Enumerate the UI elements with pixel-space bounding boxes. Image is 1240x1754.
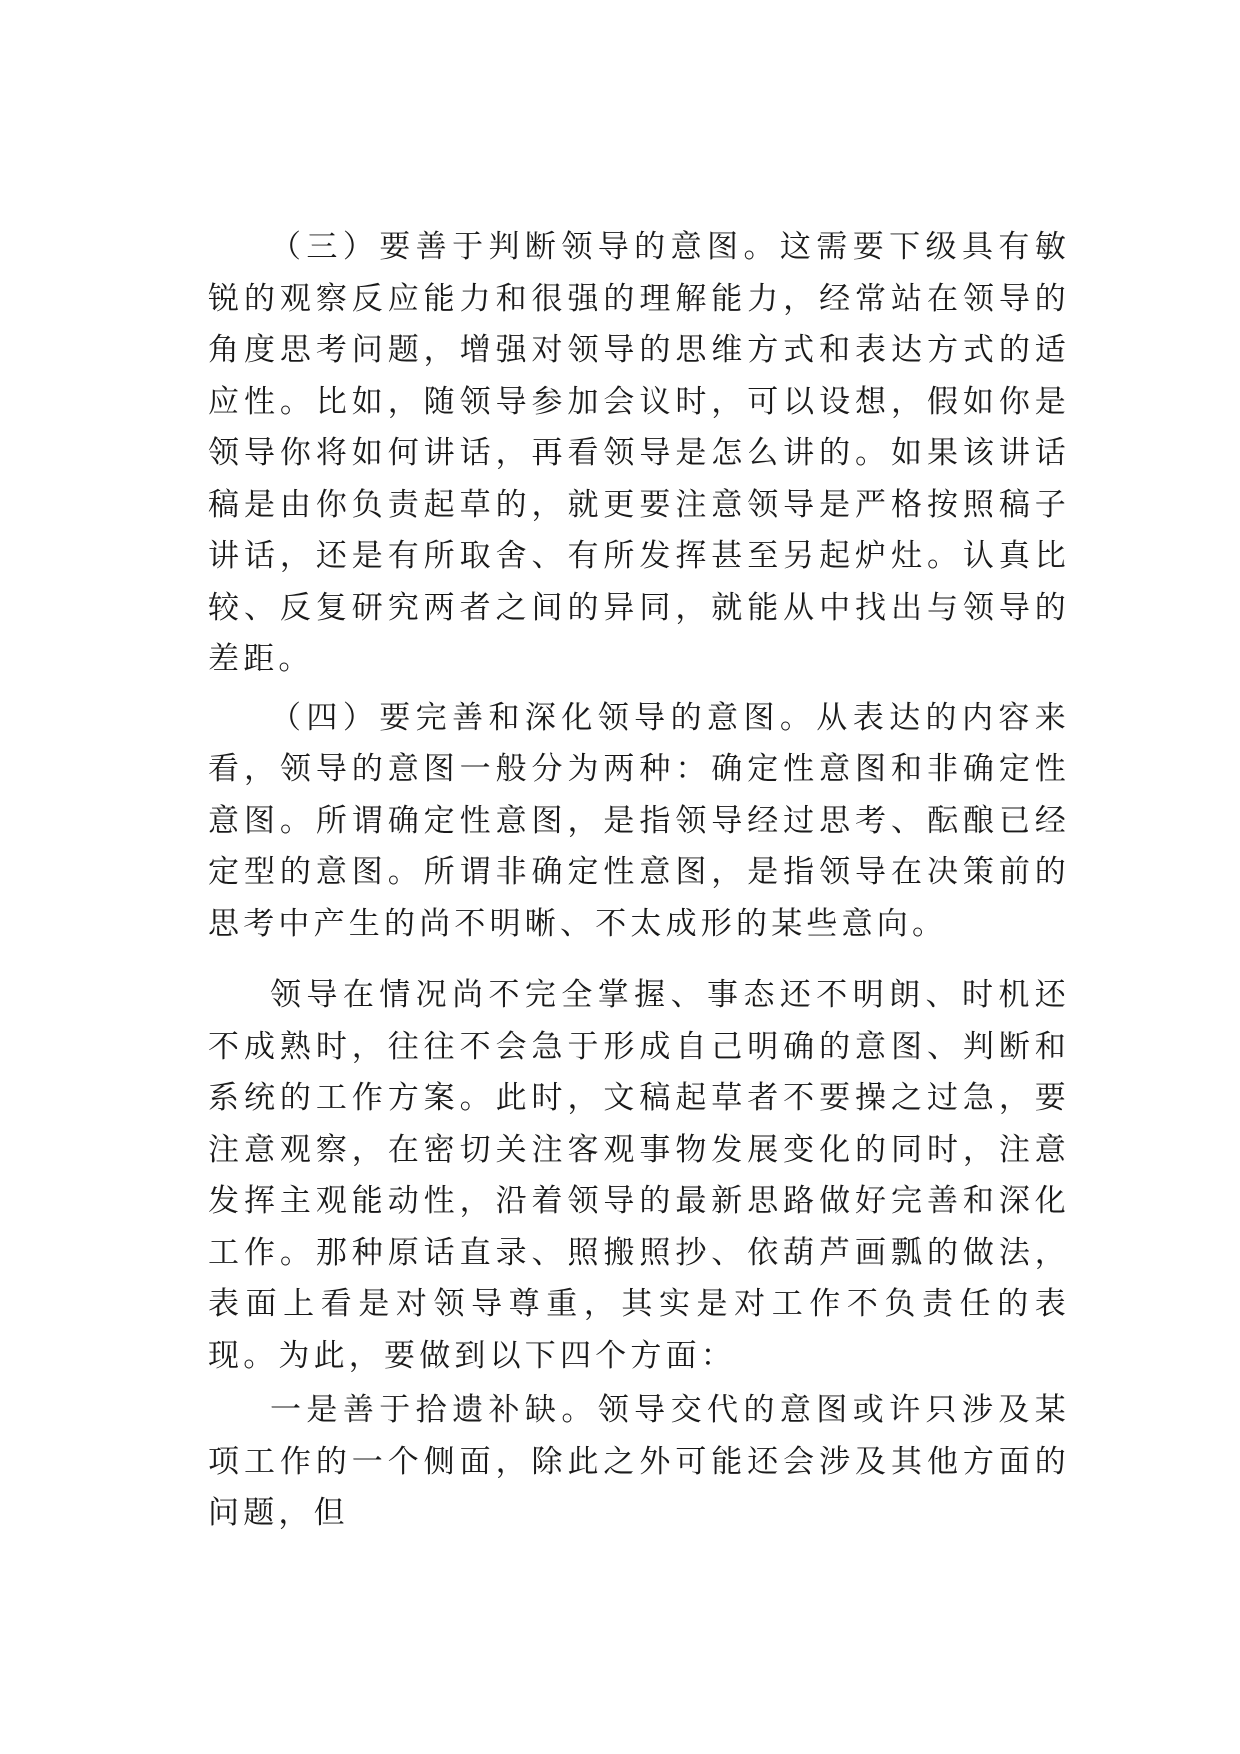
paragraph-refine-intent: （四）要完善和深化领导的意图。从表达的内容来看，领导的意图一般分为两种：确定性意图和非确定性意图。所谓确定性意图，是指领导经过思考、酝酿已经定型的意图。所谓非确定性意图，是指领导在决策前的思考中产生的尚不明晰、不太成形的某些意向。	[208, 699, 1070, 942]
paragraph-uncertain-situation: 领导在情况尚不完全掌握、事态还不明朗、时机还不成熟时，往往不会急于形成自己明确的意图、判断和系统的工作方案。此时，文稿起草者不要操之过急，要注意观察，在密切关注客观事物发展变化的同时，注意发挥主观能动性，沿着领导的最新思路做好完善和深化工作。那种原话直录、照搬照抄、依葫芦画瓢的做法，表面上看是对领导尊重，其实是对工作不负责任的表现。为此，要做到以下四个方面：	[208, 977, 1070, 1374]
paragraph-fill-gaps: 一是善于拾遗补缺。领导交代的意图或许只涉及某项工作的一个侧面，除此之外可能还会涉及其他方面的问题，但	[208, 1392, 1070, 1531]
paragraph-judge-intent: （三）要善于判断领导的意图。这需要下级具有敏锐的观察反应能力和很强的理解能力，经常站在领导的角度思考问题，增强对领导的思维方式和表达方式的适应性。比如，随领导参加会议时，可以设想，假如你是领导你将如何讲话，再看领导是怎么讲的。如果该讲话稿是由你负责起草的，就更要注意领导是严格按照稿子讲话，还是有所取舍、有所发挥甚至另起炉灶。认真比较、反复研究两者之间的异同，就能从中找出与领导的差距。	[208, 229, 1070, 677]
document-body	[208, 222, 1070, 1540]
